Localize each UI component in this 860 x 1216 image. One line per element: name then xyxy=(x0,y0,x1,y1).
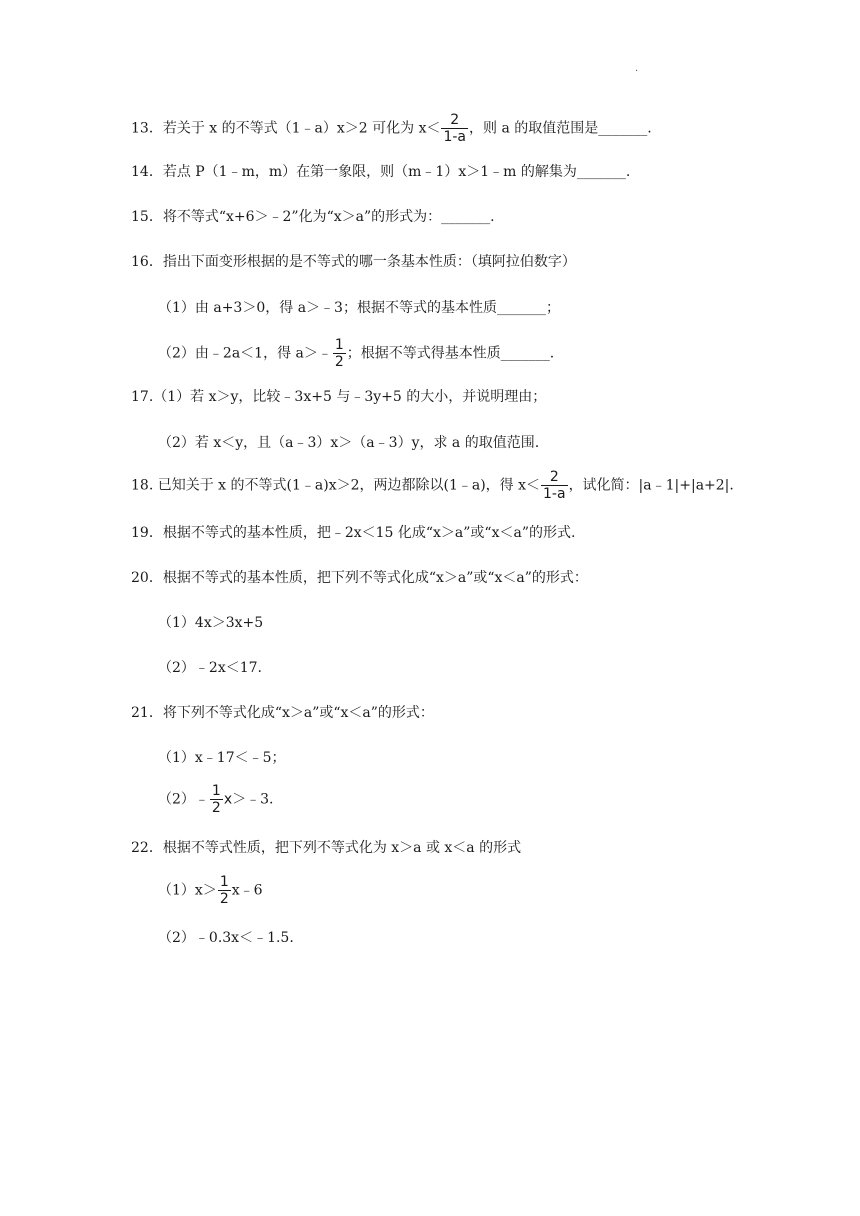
fraction-1-over-2: $\frac{1}{2}$ xyxy=(211,783,221,816)
question-22-part-1: （1）x＞ $\frac{1}{2}$ x﹣6 xyxy=(158,874,263,907)
question-14: 14．若点 P（1﹣m，m）在第一象限，则（m﹣1）x＞1﹣m 的解集为_______. xyxy=(131,164,631,180)
fraction-1-over-2: $\frac{1}{2}$ xyxy=(334,337,344,370)
question-19: 19．根据不等式的基本性质，把﹣2x＜15 化成“x＞a”或“x＜a”的形式. xyxy=(131,525,576,541)
fraction-1-over-2: $\frac{1}{2}$ xyxy=(219,874,229,907)
question-21: 21．将下列不等式化成“x＞a”或“x＜a”的形式： xyxy=(131,705,434,721)
question-16-part-2: （2）由﹣2a＜1，得 a＞﹣ $\frac{1}{2}$ ；根据不等式得基本性质_______. xyxy=(158,337,555,370)
question-13-tail: ，则 a 的取值范围是_______. xyxy=(469,120,652,137)
corner-mark: · xyxy=(635,66,639,77)
question-20: 20．根据不等式的基本性质，把下列不等式化成“x＞a”或“x＜a”的形式： xyxy=(131,570,588,586)
question-18: 18. 已知关于 x 的不等式(1﹣a)x＞2，两边都除以(1﹣a)，得 x＜ $\frac{2}{1-a}$ ，试化简：|a﹣1|+|a+2|. xyxy=(131,469,734,502)
question-20-part-2: （2）﹣2x＜17. xyxy=(158,660,262,676)
question-21-part-1: （1）x﹣17＜﹣5； xyxy=(158,750,286,766)
question-17-part-1: 17.（1）若 x＞y，比较﹣3x+5 与﹣3y+5 的大小，并说明理由； xyxy=(131,389,547,405)
question-16-part-1: （1）由 a+3＞0，得 a＞﹣3；根据不等式的基本性质_______； xyxy=(158,300,560,316)
question-16: 16．指出下面变形根据的是不等式的哪一条基本性质：（填阿拉伯数字） xyxy=(131,254,576,270)
question-21-part-2: （2）﹣ $\frac{1}{2}$ x＞﹣3. xyxy=(158,783,274,816)
fraction-2-over-1-minus-a: $\frac{2}{1-a}$ xyxy=(543,469,566,502)
question-22-part-2: （2）﹣0.3x＜﹣1.5. xyxy=(158,930,294,946)
question-20-part-1: （1）4x＞3x+5 xyxy=(158,615,264,631)
question-13-text: 13．若关于 x 的不等式（1﹣a）x＞2 可化为 x＜ xyxy=(131,120,441,137)
question-13 xyxy=(131,112,652,145)
question-22: 22．根据不等式性质，把下列不等式化为 x＞a 或 x＜a 的形式 xyxy=(131,840,522,856)
fraction-2-over-1-minus-a: $\frac{2}{1-a}$ xyxy=(443,112,467,145)
question-15: 15．将不等式“x+6＞﹣2”化为“x＞a”的形式为：_______. xyxy=(131,209,495,225)
question-17-part-2: （2）若 x＜y，且（a﹣3）x＞（a﹣3）y，求 a 的取值范围. xyxy=(158,435,540,451)
